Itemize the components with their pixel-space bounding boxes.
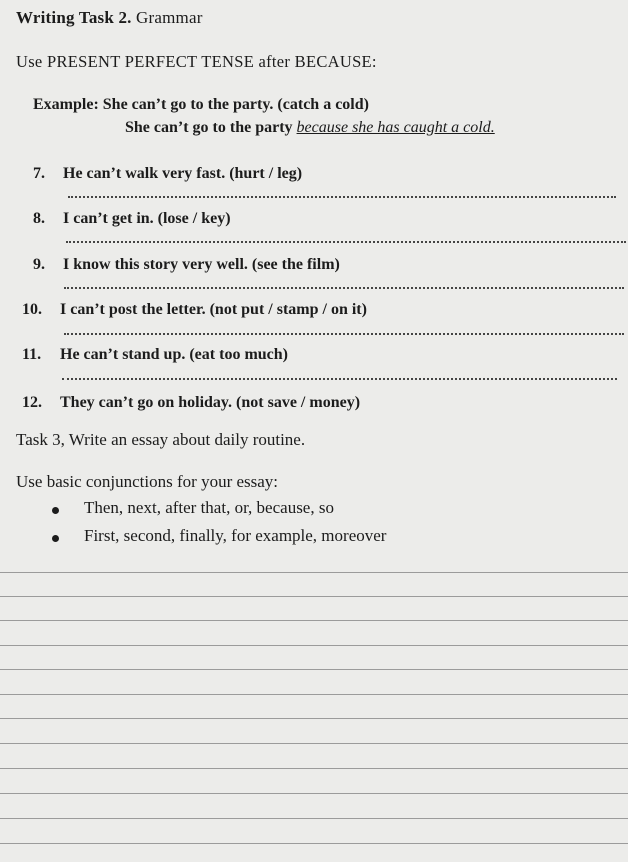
exercise-text: He can’t stand up. (eat too much) (60, 346, 288, 363)
exercise-item-11 (22, 346, 288, 364)
task-title-bold: Writing Task 2. (16, 8, 132, 27)
essay-line[interactable] (0, 620, 628, 621)
answer-line-11[interactable] (62, 378, 617, 380)
exercise-text: I can’t post the letter. (not put / stamp / on it) (60, 301, 367, 318)
exercise-item-12 (22, 394, 360, 412)
exercise-text: They can’t go on holiday. (not save / money) (60, 394, 361, 411)
example-prefix: She can’t go to the party (125, 119, 297, 136)
answer-line-10[interactable] (64, 333, 624, 335)
exercise-number: 11. (22, 346, 42, 363)
essay-line[interactable] (0, 768, 628, 769)
essay-line[interactable] (0, 669, 628, 670)
instruction-text: Use PRESENT PERFECT TENSE after BECAUSE: (16, 52, 377, 71)
answer-line-7[interactable] (68, 196, 616, 198)
bullet-icon (52, 507, 59, 514)
exercise-item-10 (22, 301, 367, 319)
task-title-rest: Grammar (131, 8, 203, 27)
exercise-text: I can’t get in. (lose / key) (63, 210, 231, 227)
task3-title: Task 3, Write an essay about daily routine. (16, 430, 306, 449)
exercise-number: 12. (22, 394, 42, 411)
exercise-text: He can’t walk very fast. (hurt / leg) (63, 165, 303, 182)
exercise-number: 7. (33, 165, 45, 182)
essay-line[interactable] (0, 793, 628, 794)
exercise-item-9 (33, 256, 340, 274)
answer-line-8[interactable] (66, 241, 626, 243)
essay-line[interactable] (0, 743, 628, 744)
essay-line[interactable] (0, 694, 628, 695)
answer-line-9[interactable] (64, 287, 624, 289)
essay-line[interactable] (0, 596, 628, 597)
task-title (16, 8, 203, 28)
exercise-number: 9. (33, 256, 45, 273)
essay-line[interactable] (0, 645, 628, 646)
example-answer: because she has caught a cold. (296, 119, 495, 136)
bullet-icon (52, 535, 59, 542)
essay-line[interactable] (0, 843, 628, 844)
exercise-text: I know this story very well. (see the film) (63, 256, 340, 273)
exercise-number: 8. (33, 210, 45, 227)
conjunction-bullet-2: First, second, finally, for example, moreover (84, 526, 387, 545)
essay-line[interactable] (0, 718, 628, 719)
example-line-1: Example: She can’t go to the party. (catch a cold) (33, 96, 369, 113)
exercise-item-8 (33, 210, 231, 228)
conjunction-bullet-1: Then, next, after that, or, because, so (84, 498, 334, 517)
exercise-number: 10. (22, 301, 42, 318)
exercise-item-7 (33, 165, 302, 183)
essay-line[interactable] (0, 572, 628, 573)
conjunctions-intro: Use basic conjunctions for your essay: (16, 472, 279, 491)
essay-line[interactable] (0, 818, 628, 819)
example-line-2 (125, 119, 495, 137)
